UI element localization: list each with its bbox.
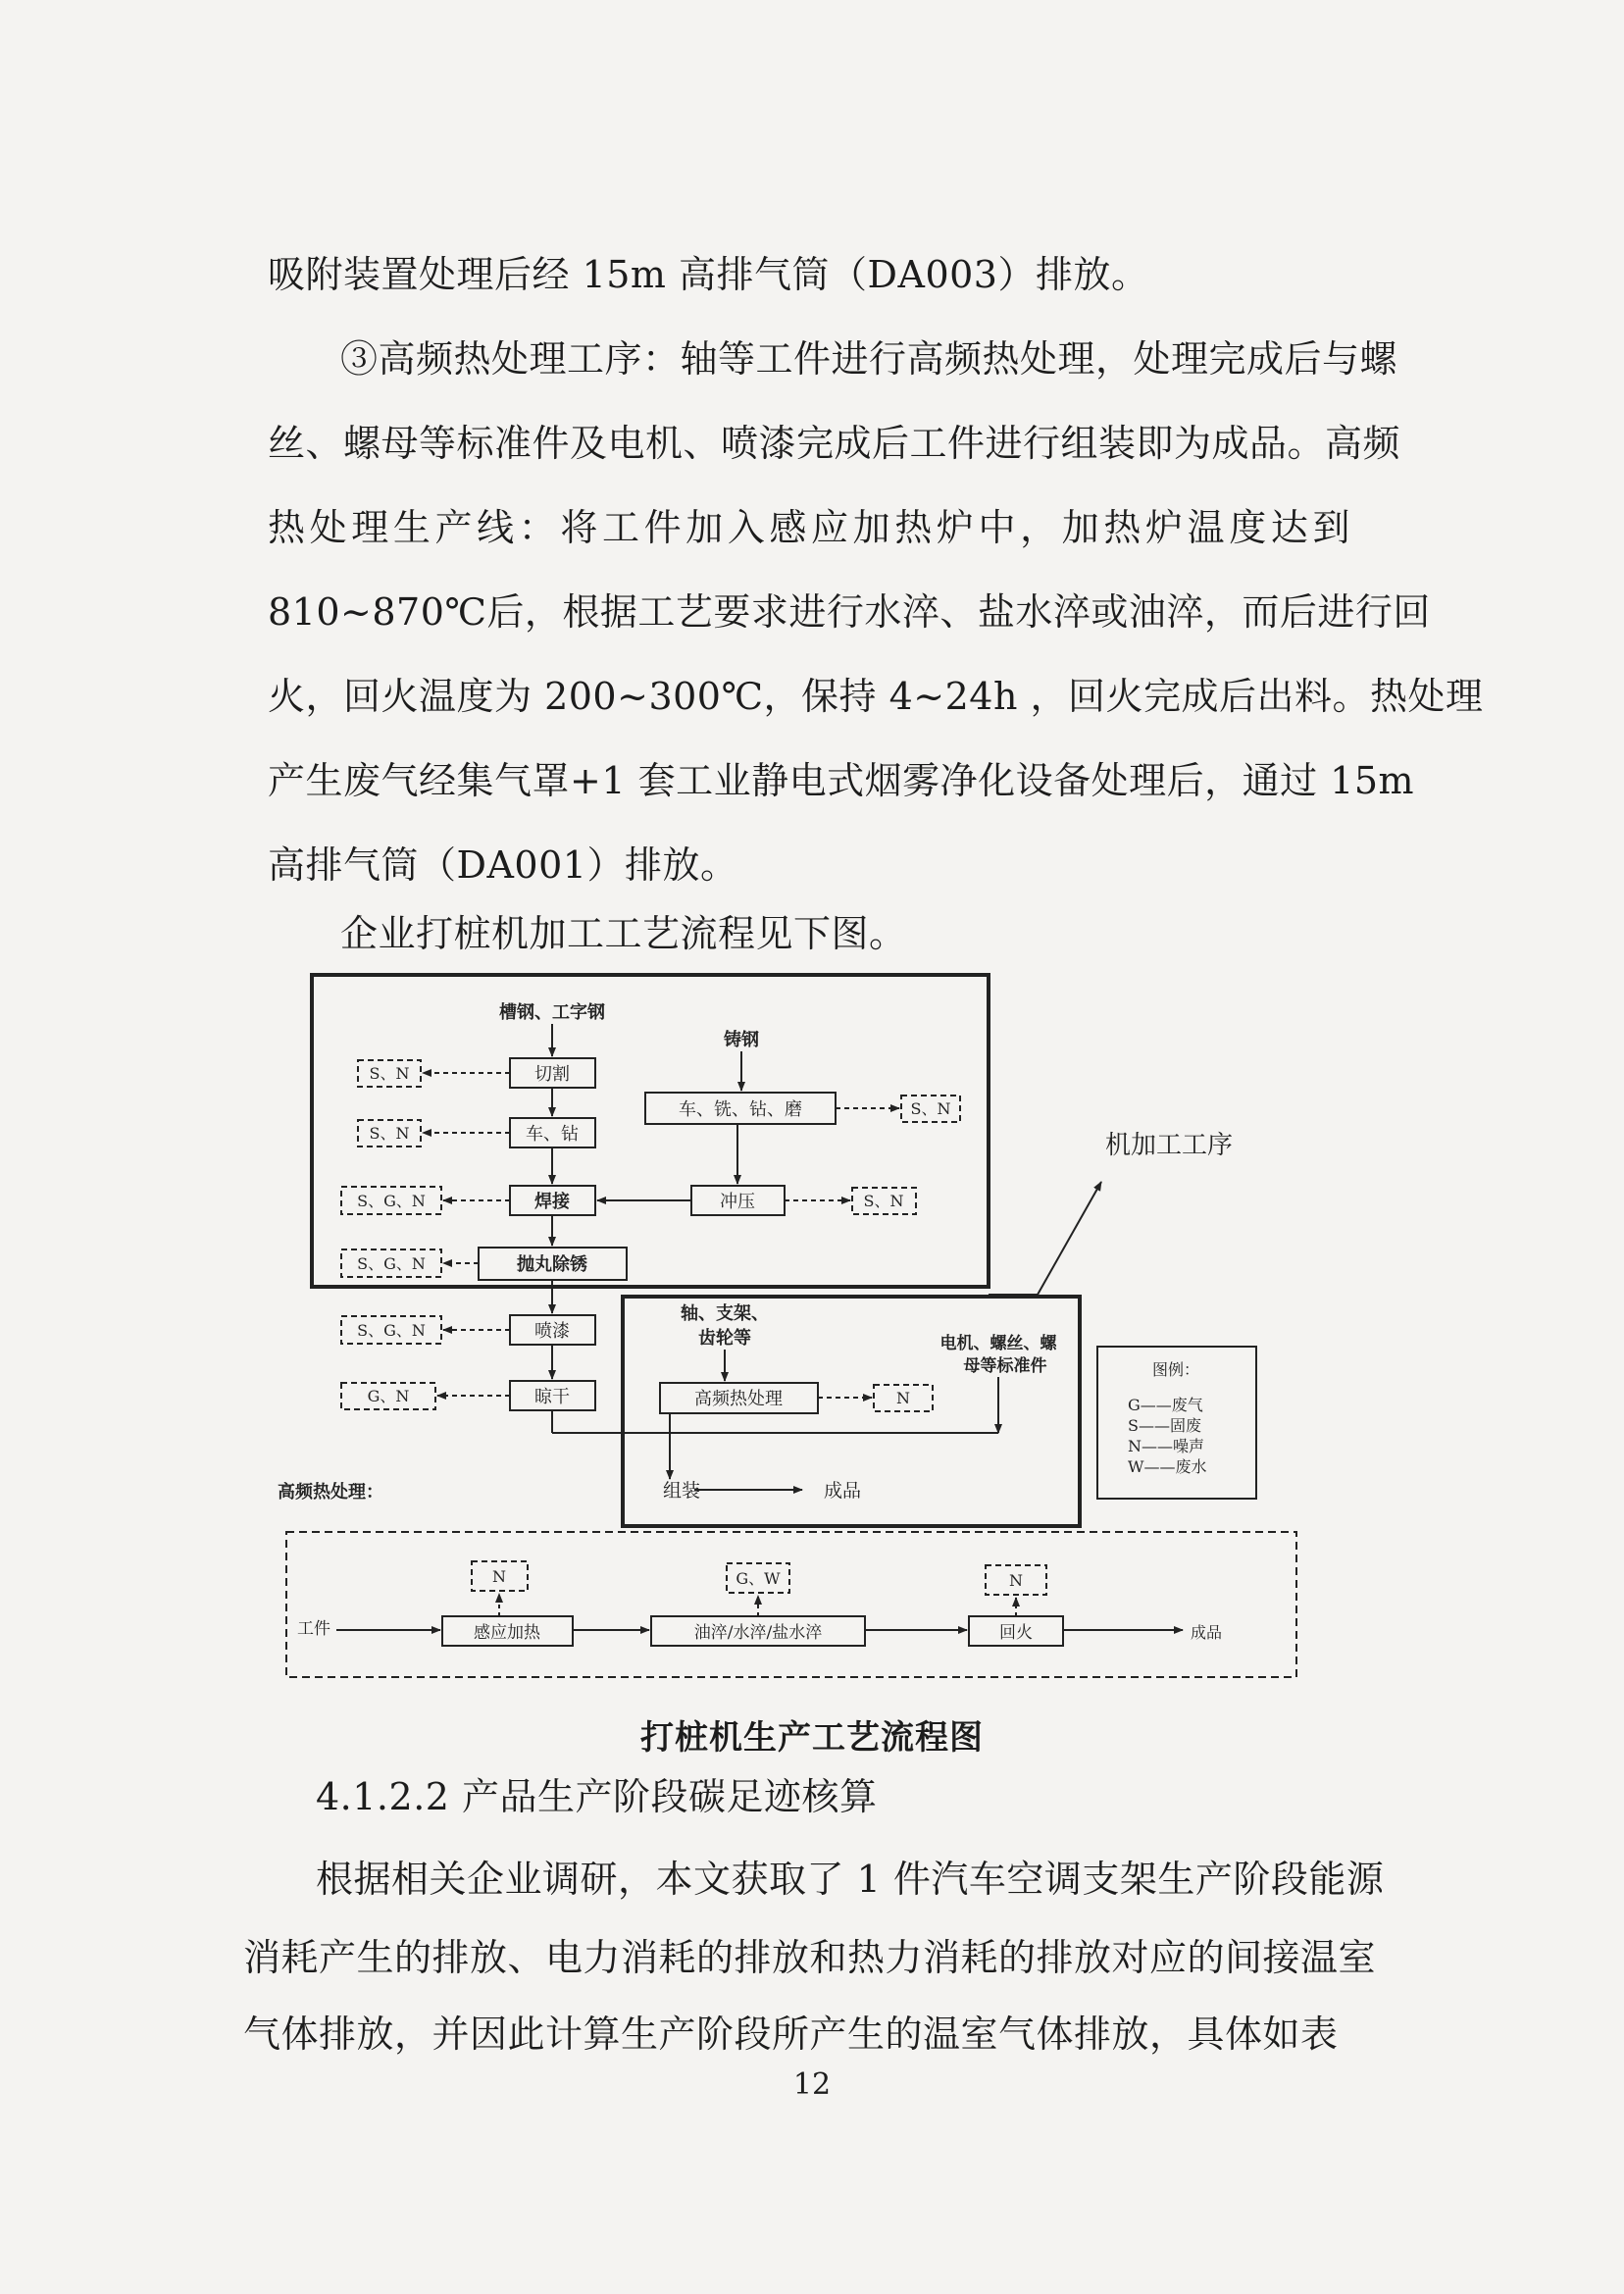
label-dry: 晾干	[534, 1387, 570, 1407]
section-heading: 4.1.2.2 产品生产阶段碳足迹核算	[316, 1775, 878, 1818]
hf-step-induction: 感应加热	[474, 1623, 540, 1643]
emission-spray: S、G、N	[357, 1321, 426, 1340]
legend-title: 图例：	[1152, 1360, 1200, 1379]
input-steel-sections: 槽钢、工字钢	[499, 1002, 605, 1023]
emission-shot-blast: S、G、N	[357, 1254, 426, 1273]
section-body-line-2: 消耗产生的排放、电力消耗的排放和热力消耗的排放对应的间接温室	[243, 1936, 1377, 1979]
hf-input: 工件	[297, 1619, 330, 1639]
hf-section-title: 高频热处理：	[278, 1482, 383, 1503]
input-std-parts-1: 电机、螺丝、螺	[939, 1334, 1057, 1353]
paragraph-2-line-7: 高排气筒（DA001）排放。	[268, 843, 738, 887]
hf-emission-1: N	[492, 1567, 506, 1586]
label-turn-drill: 车、钻	[526, 1124, 579, 1145]
hf-output: 成品	[1191, 1623, 1223, 1642]
input-shaft-parts-2: 齿轮等	[698, 1328, 751, 1349]
emission-hf-heat: N	[896, 1389, 910, 1407]
legend-item-g: G——废气	[1128, 1396, 1203, 1414]
paragraph-2-line-4: 810~870℃后，根据工艺要求进行水淬、盐水淬或油淬，而后进行回	[268, 590, 1431, 634]
hf-emission-3: N	[1009, 1571, 1023, 1590]
paragraph-1-line: 吸附装置处理后经 15m 高排气筒（DA003）排放。	[268, 253, 1149, 296]
label-stamp: 冲压	[720, 1192, 755, 1212]
section-body-line-3: 气体排放，并因此计算生产阶段所产生的温室气体排放，具体如表	[243, 2013, 1339, 2056]
paragraph-2-line-1: ③高频热处理工序：轴等工件进行高频热处理，处理完成后与螺	[340, 337, 1398, 381]
hf-emission-2: G、W	[736, 1569, 781, 1588]
label-weld: 焊接	[534, 1192, 570, 1212]
legend-item-s: S——固废	[1128, 1416, 1201, 1435]
paragraph-2-line-5: 火，回火温度为 200~300℃，保持 4~24h ，回火完成后出料。热处理	[268, 675, 1484, 718]
emission-dry: G、N	[367, 1387, 410, 1405]
label-machining: 车、铣、钻、磨	[679, 1099, 802, 1120]
emission-turn-drill: S、N	[369, 1124, 410, 1143]
paragraph-2-line-2: 丝、螺母等标准件及电机、喷漆完成后工件进行组装即为成品。高频	[268, 422, 1401, 465]
label-hf-heat: 高频热处理	[694, 1389, 783, 1409]
machining-leader-line	[1038, 1182, 1101, 1295]
label-cut: 切割	[534, 1064, 570, 1085]
emission-weld: S、G、N	[357, 1192, 426, 1210]
input-std-parts-2: 母等标准件	[963, 1356, 1047, 1376]
legend-item-w: W——废水	[1128, 1457, 1207, 1476]
hf-step-temper: 回火	[999, 1623, 1033, 1643]
emission-cut: S、N	[369, 1064, 410, 1083]
machining-process-label: 机加工工序	[1105, 1131, 1234, 1160]
paragraph-3-line: 企业打桩机加工工艺流程见下图。	[340, 912, 907, 955]
legend-item-n: N——噪声	[1128, 1437, 1205, 1455]
label-spray: 喷漆	[534, 1321, 570, 1342]
machining-frame	[312, 975, 989, 1287]
hf-step-quench: 油淬/水淬/盐水淬	[693, 1623, 823, 1643]
emission-machining: S、N	[910, 1099, 951, 1118]
label-assemble: 组装	[663, 1480, 701, 1502]
label-product: 成品	[824, 1480, 862, 1502]
emission-stamp: S、N	[863, 1192, 904, 1210]
paragraph-2-line-3: 热处理生产线：将工件加入感应加热炉中，加热炉温度达到	[268, 506, 1350, 549]
figure-caption: 打桩机生产工艺流程图	[640, 1718, 984, 1758]
input-cast-steel: 铸钢	[724, 1030, 759, 1050]
input-shaft-parts-1: 轴、支架、	[681, 1303, 769, 1324]
page-number: 12	[792, 2067, 832, 2102]
hf-section-frame	[286, 1532, 1296, 1677]
section-body-line-1: 根据相关企业调研，本文获取了 1 件汽车空调支架生产阶段能源	[316, 1858, 1385, 1901]
label-shot-blast: 抛丸除锈	[517, 1254, 587, 1275]
paragraph-2-line-6: 产生废气经集气罩+1 套工业静电式烟雾净化设备处理后，通过 15m	[268, 759, 1415, 802]
